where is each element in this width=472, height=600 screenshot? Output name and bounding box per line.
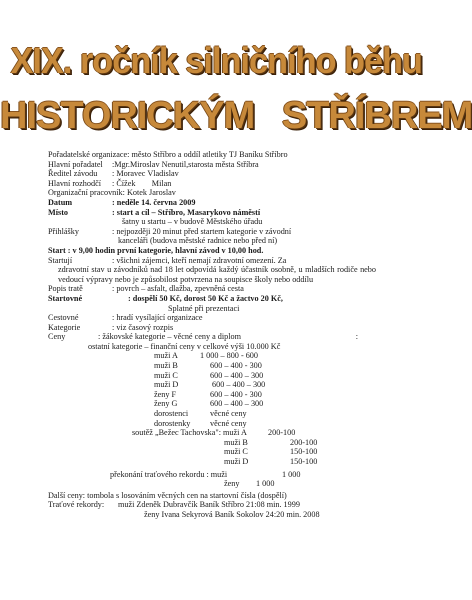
prize-val: 600 – 400 – 300: [212, 380, 266, 390]
startovne-row: [48, 294, 388, 304]
prize-val: věcné ceny: [210, 409, 247, 419]
document-body: [48, 150, 388, 520]
misto-line2: šatny u startu – v budově Městského úřadu: [122, 217, 263, 227]
startuji-value: : všichni zájemci, kteří nemají zdravotní omezení. Za: [112, 255, 287, 265]
prize-row: [154, 409, 388, 419]
soutez-val: 150-100: [290, 457, 318, 466]
prize-cat: dorostenky: [154, 418, 191, 428]
label: Hlavní pořadatel: [48, 159, 103, 169]
soutez-cat: muži C: [224, 447, 248, 457]
info-reditel: [48, 169, 388, 179]
tratove-women: ženy Ivana Sekyrová Baník Sokolov 24:20 min. 2008: [144, 509, 320, 519]
prize-val: 600 – 400 – 300: [210, 399, 264, 409]
kategorie-value: : viz časový rozpis: [112, 322, 174, 332]
prize-row: [154, 419, 388, 429]
soutez-item: [224, 438, 388, 448]
soutez-val: 200-100: [290, 437, 318, 447]
prize-cat: dorostenci: [154, 409, 189, 419]
info-organizace: Pořadatelské organizace: město Stříbro a oddíl atletiky TJ Baníku Stříbro: [48, 150, 288, 159]
prize-row: [154, 390, 388, 400]
ceny-colon: :: [355, 332, 358, 342]
value: : Čížek Milan: [112, 178, 172, 188]
misto-row: [48, 208, 388, 218]
label: Ředitel závodu: [48, 169, 98, 179]
title-line-1: XIX. ročník silničního běhu: [10, 40, 422, 81]
rekord-label: překonání traťového rekordu : muži: [110, 469, 228, 479]
prize-row: [154, 361, 388, 371]
prize-row: [154, 371, 388, 381]
soutez-a-val: 200-100: [268, 428, 296, 438]
soutez-row: [48, 428, 388, 438]
kategorie-label: Kategorie: [48, 322, 81, 332]
label: Hlavní rozhodčí: [48, 178, 101, 188]
prize-val: 1 000 – 800 - 600: [200, 351, 258, 361]
prize-cat: muži A: [154, 351, 178, 361]
startovne-label: Startovné: [48, 293, 83, 303]
soutez-val: 150-100: [290, 447, 318, 457]
start-row: Start : v 9,00 hodin první kategorie, hlavní závod v 10,00 hod.: [48, 245, 264, 255]
startuji-label: Startují: [48, 255, 73, 265]
datum-value: : neděle 14. června 2009: [112, 197, 196, 207]
prize-cat: muži B: [154, 361, 178, 371]
prihlasky-label: Přihlášky: [48, 226, 79, 236]
rekord-women: 1 000: [256, 479, 275, 489]
ceny-row: [48, 332, 388, 342]
startovne-line2: Splatné při prezentaci: [168, 303, 240, 313]
popis-value: : povrch – asfalt, dlažba, zpevněná cesta: [112, 284, 244, 294]
info-hlavni-poradatel: [48, 160, 388, 170]
prihlasky-line2: kanceláři (budova městské radnice nebo před ní): [118, 236, 278, 246]
datum-row: [48, 198, 388, 208]
ceny-line2: ostatní kategorie – finanční ceny v celkové výši 10.000 Kč: [88, 341, 281, 351]
datum-label: Datum: [48, 197, 73, 207]
popis-row: [48, 284, 388, 294]
dalsi-ceny: Další ceny: tombola s losováním věcných cen na startovní čísla (dospělí): [48, 490, 287, 500]
startuji-row: [48, 256, 388, 266]
prize-row: [154, 351, 388, 361]
startuji-line2: zdravotní stav u závodníků nad 18 let odpovídá každý účastník osobně, u mladších rodiče nebo vedoucí výpravy nebo je způsobilost potvrzena na soupisce školy nebo oddílu: [58, 265, 376, 284]
prize-val: 600 – 400 – 300: [210, 370, 264, 380]
soutez-item: [224, 447, 388, 457]
tratove-row: [48, 500, 388, 510]
rekord-men: 1 000: [282, 469, 301, 479]
value: :Mgr.Miroslav Nenutil,starosta města Stříbra: [112, 159, 259, 169]
prize-cat: ženy F: [154, 389, 177, 399]
title-line-2: HISTORICKÝM STŘÍBREM: [0, 95, 472, 137]
rekord-row: [48, 470, 388, 480]
misto-value: : start a cíl – Stříbro, Masarykovo náměstí: [112, 207, 261, 217]
prihlasky-value: : nejpozději 20 minut před startem kategorie v závodní: [112, 226, 292, 236]
soutez-item: [224, 457, 388, 467]
value: : Moravec Vladislav: [112, 169, 179, 179]
rekord-women-label: ženy: [224, 479, 240, 489]
prize-cat: ženy G: [154, 399, 178, 409]
ceny-label: Ceny: [48, 332, 66, 342]
prize-list: [48, 351, 388, 428]
startovne-value: : dospělí 50 Kč, dorost 50 Kč a žactvo 20 Kč,: [128, 293, 283, 303]
tratove-label: Traťové rekordy:: [48, 500, 105, 510]
popis-label: Popis tratě: [48, 284, 83, 294]
prize-val: 600 – 400 - 300: [210, 361, 262, 371]
tratove-men: muži Zdeněk Dubravčík Baník Stříbro 21:08 min. 1999: [118, 500, 300, 510]
ceny-value: : žákovské kategorie – věcné ceny a diplom: [98, 332, 241, 342]
soutez-cat: muži B: [224, 437, 248, 447]
cestovne-row: [48, 313, 388, 323]
soutez-label: soutěž „Bežec Tachovska": muži A: [132, 428, 247, 438]
soutez-cat: muži D: [224, 457, 249, 466]
prize-cat: muži D: [154, 380, 179, 390]
soutez-list: [48, 438, 388, 467]
prize-val: 600 – 400 - 300: [210, 389, 262, 399]
kategorie-row: [48, 323, 388, 333]
prize-val: věcné ceny: [210, 418, 247, 428]
cestovne-label: Cestovné: [48, 313, 79, 323]
prize-row: [154, 399, 388, 409]
cestovne-value: : hradí vysílající organizace: [112, 313, 203, 323]
prize-row: [154, 380, 388, 390]
prize-cat: muži C: [154, 370, 178, 380]
misto-label: Místo: [48, 207, 69, 217]
prihlasky-row: [48, 227, 388, 237]
info-organizacni: Organizační pracovník: Kotek Jaroslav: [48, 188, 176, 198]
info-rozhodci: [48, 179, 388, 189]
rekord-women-row: [48, 479, 388, 489]
